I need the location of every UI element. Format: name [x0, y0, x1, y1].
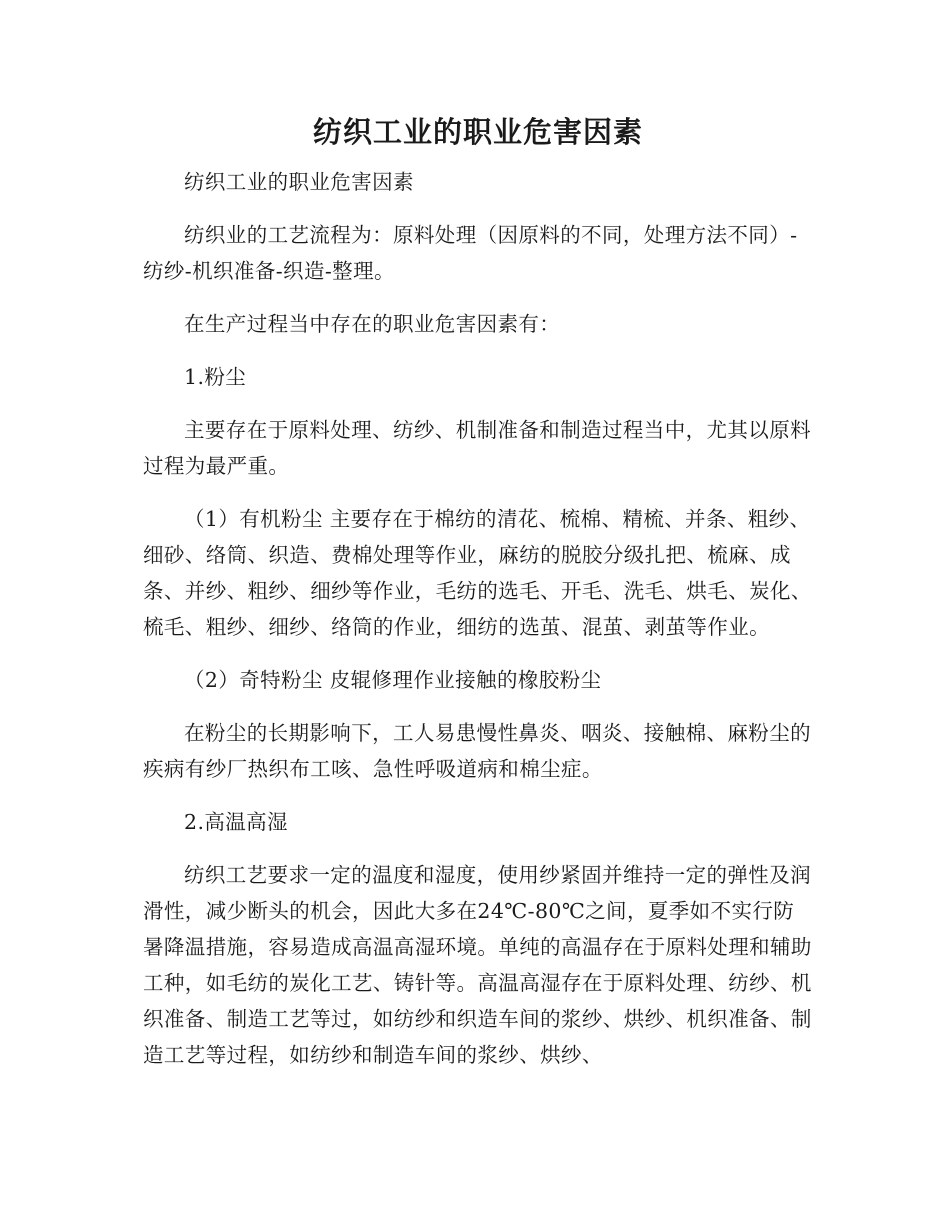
paragraph-dust-effects: 在粉尘的长期影响下，工人易患慢性鼻炎、咽炎、接触棉、麻粉尘的疾病有纱厂热织布工咳、急性呼吸道病和棉尘症。: [143, 721, 811, 781]
paragraph-heat-humidity: 纺织工艺要求一定的温度和湿度，使用纱紧固并维持一定的弹性及润滑性，减少断头的机会，因此大多在24℃-80℃之间，夏季如不实行防暑降温措施，容易造成高温高湿环境。单纯的高温存在于原料处理和辅助工种，如毛纺的炭化工艺、铸针等。高温高湿存在于原料处理、纺纱、机织准备、制造工艺等过，如纺纱和织造车间的浆纱、烘纱、机织准备、制造工艺等过程，如纺纱和制造车间的浆纱、烘纱、: [143, 863, 812, 1067]
paragraph-special-dust: （2）奇特粉尘 皮辊修理作业接触的橡胶粉尘: [184, 668, 602, 692]
paragraph-dust-sources: 主要存在于原料处理、纺纱、机制准备和制造过程当中，尤其以原料过程为最严重。: [143, 418, 811, 478]
paragraph-subtitle: 纺织工业的职业危害因素: [184, 170, 414, 194]
paragraph-hazards-intro: 在生产过程当中存在的职业危害因素有：: [184, 312, 561, 336]
paragraph-organic-dust: （1）有机粉尘 主要存在于棉纺的清花、梳棉、精梳、并条、粗纱、细砂、络筒、织造、费棉处理等作业，麻纺的脱胶分级扎把、梳麻、成条、并纱、粗纱、细纱等作业，毛纺的选毛、开毛、洗毛、烘毛、炭化、梳毛、粗纱、细纱、络筒的作业，细纺的选茧、混茧、剥茧等作业。: [143, 507, 812, 639]
paragraph-process-flow: 纺织业的工艺流程为：原料处理（因原料的不同，处理方法不同）-纺纱-机织准备-织造-整理。: [143, 223, 798, 283]
heading-dust: 1.粉尘: [184, 365, 247, 389]
document-title: 纺织工业的职业危害因素: [312, 115, 643, 149]
document-page: [143, 100, 813, 1090]
heading-heat-humidity: 2.高温高湿: [184, 810, 288, 834]
